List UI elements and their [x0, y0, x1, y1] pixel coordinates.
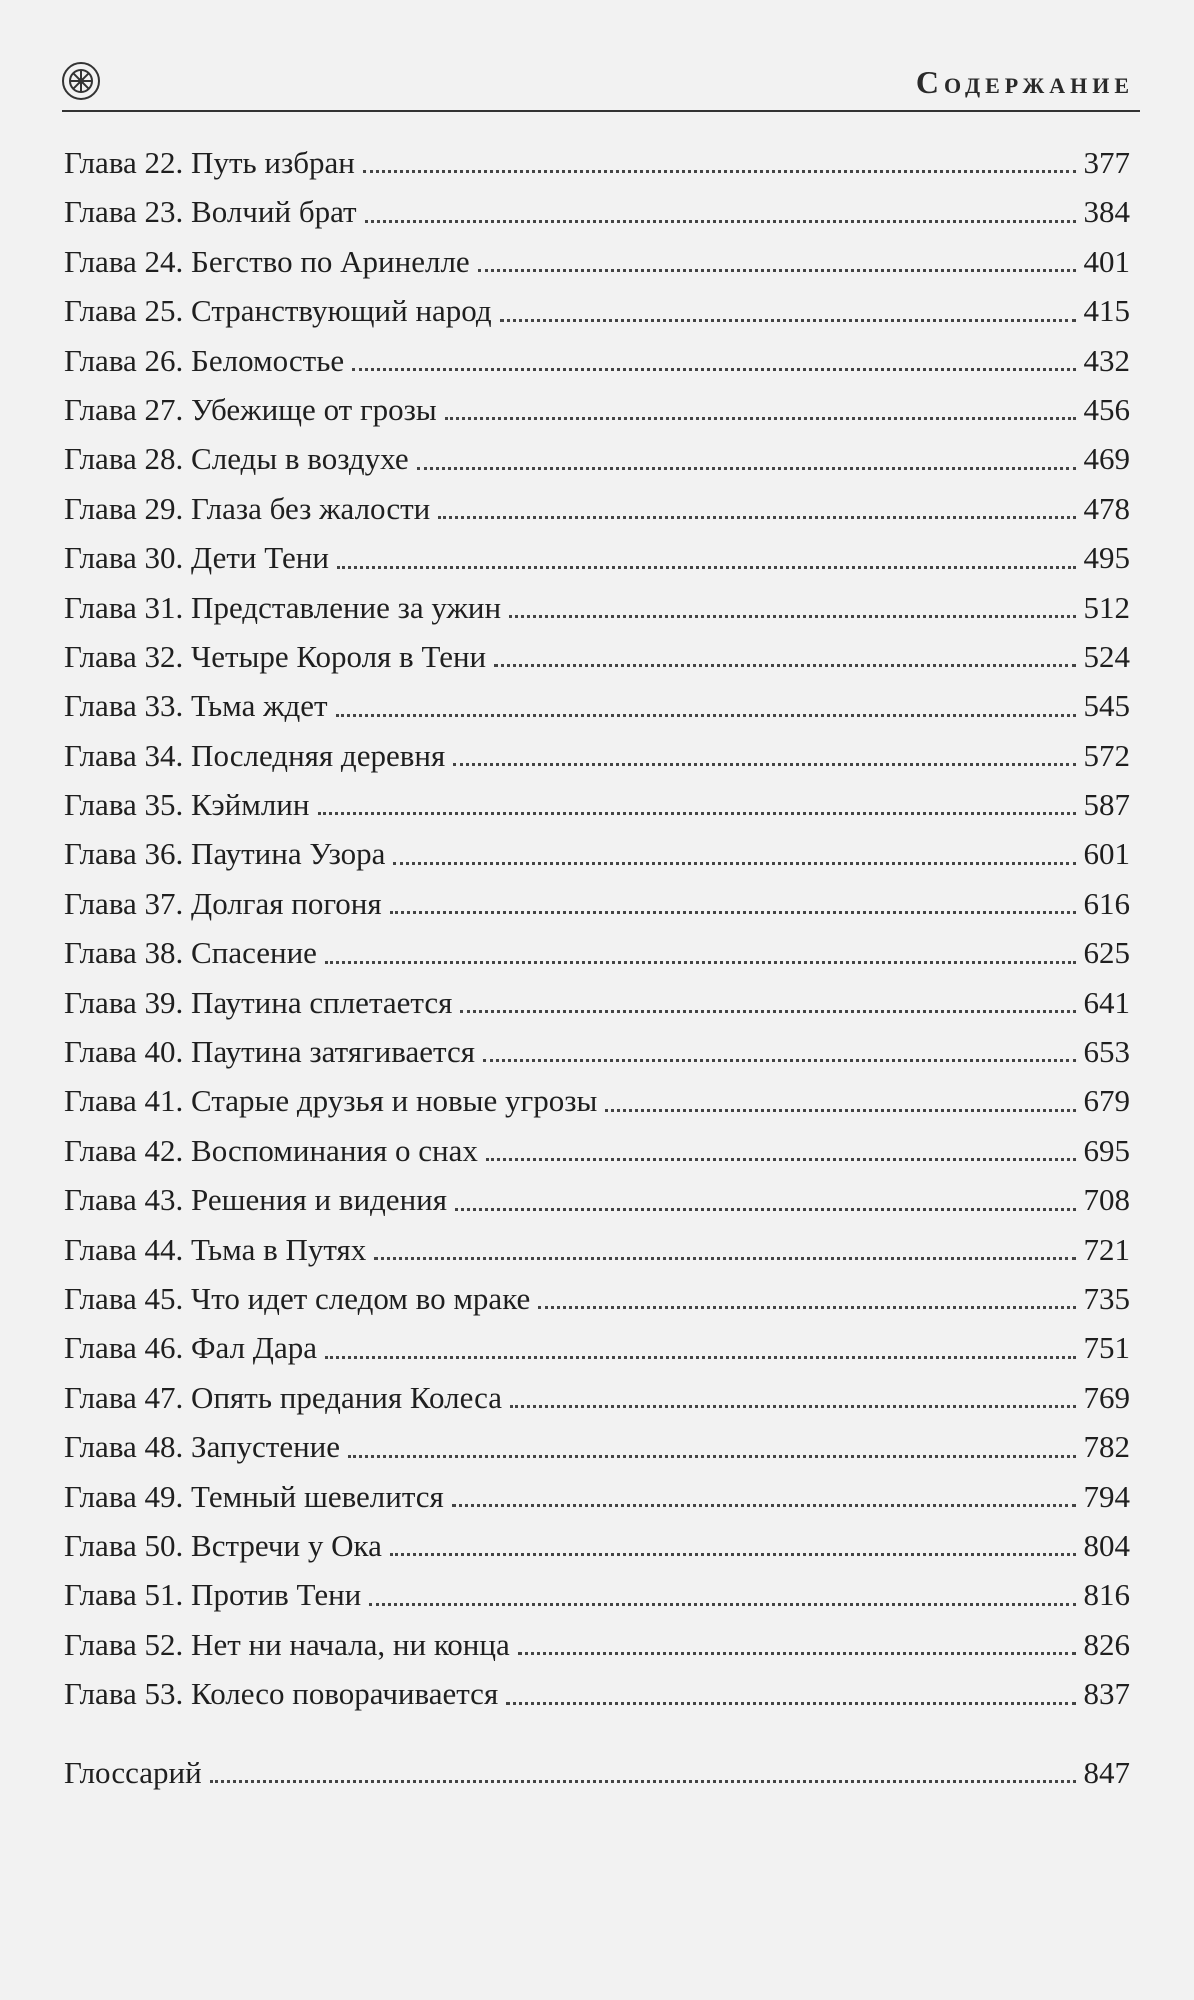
leader-dots: [494, 664, 1075, 667]
toc-entry-page: 512: [1083, 589, 1130, 625]
toc-entry-title: Глава 49. Темный шевелится: [64, 1478, 444, 1514]
toc-entry[interactable]: [64, 731, 1130, 780]
toc-entry-page: 616: [1083, 885, 1130, 921]
leader-dots: [417, 467, 1076, 470]
toc-entry[interactable]: [64, 829, 1130, 878]
toc-entry-title: Глава 31. Представление за ужин: [64, 589, 502, 625]
toc-entry-title: Глава 34. Последняя деревня: [64, 737, 446, 773]
toc-entry-title: Глава 22. Путь избран: [64, 145, 355, 180]
toc-entry[interactable]: [64, 484, 1130, 533]
toc-entry-page: 695: [1083, 1132, 1130, 1168]
toc-entry-page: 587: [1083, 787, 1130, 823]
toc-entry-title: Глава 37. Долгая погоня: [64, 885, 382, 921]
toc-entry-title: Глава 26. Беломостье: [64, 342, 345, 378]
toc-entry-title: Глава 44. Тьма в Путях: [64, 1231, 367, 1267]
toc-entry-page: 625: [1083, 935, 1130, 971]
toc-entry[interactable]: [64, 1521, 1130, 1570]
glossary-section: [64, 1748, 1130, 1797]
leader-dots: [509, 615, 1075, 618]
toc-entry-page: 401: [1083, 243, 1130, 279]
toc-entry-page: 572: [1083, 737, 1130, 773]
toc-entry-title: Глава 30. Дети Тени: [64, 540, 329, 576]
toc-entry-title: Глава 28. Следы в воздухе: [64, 441, 409, 477]
toc-entry-title: Глава 51. Против Тени: [64, 1577, 362, 1613]
toc-entry[interactable]: [64, 187, 1130, 236]
toc-entry-page: 826: [1083, 1626, 1130, 1662]
toc-entry-title: Глава 38. Спасение: [64, 935, 317, 971]
toc-entry[interactable]: [64, 1076, 1130, 1125]
toc-entry[interactable]: [64, 1620, 1130, 1669]
toc-entry-title: Глава 36. Паутина Узора: [64, 836, 386, 872]
toc-entry[interactable]: [64, 336, 1130, 385]
toc-entry[interactable]: [64, 1175, 1130, 1224]
leader-dots: [506, 1702, 1075, 1705]
toc-entry-title: Глава 32. Четыре Короля в Тени: [64, 638, 487, 674]
toc-entry[interactable]: [64, 1422, 1130, 1471]
leader-dots: [336, 714, 1076, 717]
toc-entry[interactable]: [64, 385, 1130, 434]
leader-dots: [605, 1109, 1075, 1112]
toc-entry[interactable]: [64, 138, 1130, 187]
toc-entry-page: 653: [1083, 1034, 1130, 1070]
leader-dots: [538, 1306, 1075, 1309]
leader-dots: [455, 1208, 1075, 1211]
toc-entry-page: 415: [1083, 293, 1130, 329]
toc-entry-title: Глава 47. Опять предания Колеса: [64, 1379, 503, 1415]
toc-entry-title: Глава 42. Воспоминания о снах: [64, 1132, 478, 1168]
leader-dots: [210, 1780, 1076, 1783]
toc-entry-glossary[interactable]: [64, 1748, 1130, 1797]
leader-dots: [318, 812, 1076, 815]
toc-entry[interactable]: [64, 533, 1130, 582]
leader-dots: [325, 1356, 1076, 1359]
table-of-contents: [64, 138, 1130, 1719]
running-head: Содержание: [915, 64, 1134, 100]
toc-entry-page: 735: [1083, 1280, 1130, 1316]
leader-dots: [348, 1455, 1075, 1458]
leader-dots: [510, 1405, 1075, 1408]
leader-dots: [337, 566, 1076, 569]
leader-dots: [393, 862, 1075, 865]
toc-entry[interactable]: [64, 286, 1130, 335]
toc-entry-page: 816: [1083, 1577, 1130, 1613]
leader-dots: [518, 1652, 1076, 1655]
toc-entry[interactable]: [64, 632, 1130, 681]
toc-entry-page: 804: [1083, 1527, 1130, 1563]
toc-entry-title: Глава 25. Странствующий народ: [64, 293, 492, 329]
toc-entry-page: 782: [1083, 1429, 1130, 1465]
toc-entry[interactable]: [64, 978, 1130, 1027]
toc-entry[interactable]: [64, 434, 1130, 483]
leader-dots: [500, 319, 1076, 322]
toc-entry-page: 601: [1083, 836, 1130, 872]
toc-entry[interactable]: [64, 1225, 1130, 1274]
toc-entry[interactable]: [64, 780, 1130, 829]
toc-entry[interactable]: [64, 1323, 1130, 1372]
toc-entry-title: Глава 41. Старые друзья и новые угрозы: [64, 1083, 598, 1119]
glossary-page: 847: [1083, 1755, 1130, 1790]
toc-entry-page: 456: [1083, 391, 1130, 427]
toc-entry[interactable]: [64, 1472, 1130, 1521]
toc-entry[interactable]: [64, 879, 1130, 928]
leader-dots: [352, 368, 1075, 371]
toc-entry-page: 545: [1083, 688, 1130, 724]
toc-entry-page: 769: [1083, 1379, 1130, 1415]
toc-entry-title: Глава 45. Что идет следом во мраке: [64, 1280, 531, 1316]
toc-entry[interactable]: [64, 1570, 1130, 1619]
toc-entry-title: Глава 53. Колесо поворачивается: [64, 1676, 499, 1712]
leader-dots: [369, 1603, 1075, 1606]
leader-dots: [445, 417, 1076, 420]
header-rule: [62, 110, 1140, 112]
leader-dots: [325, 961, 1076, 964]
toc-entry[interactable]: [64, 583, 1130, 632]
glossary-title: Глоссарий: [64, 1755, 202, 1790]
toc-entry[interactable]: [64, 928, 1130, 977]
toc-entry-title: Глава 35. Кэймлин: [64, 787, 310, 823]
toc-entry-title: Глава 40. Паутина затягивается: [64, 1034, 475, 1070]
toc-entry-title: Глава 23. Волчий брат: [64, 194, 357, 230]
toc-entry-page: 478: [1083, 490, 1130, 526]
toc-entry-title: Глава 43. Решения и видения: [64, 1182, 448, 1218]
toc-entry-page: 495: [1083, 540, 1130, 576]
leader-dots: [374, 1257, 1075, 1260]
toc-entry[interactable]: [64, 1126, 1130, 1175]
toc-entry-title: Глава 46. Фал Дара: [64, 1330, 317, 1366]
wheel-emblem-icon: [62, 62, 100, 100]
toc-entry[interactable]: [64, 1669, 1130, 1718]
toc-entry-page: 469: [1083, 441, 1130, 477]
toc-entry[interactable]: [64, 1274, 1130, 1323]
toc-entry-page: 641: [1083, 984, 1130, 1020]
leader-dots: [478, 269, 1076, 272]
leader-dots: [390, 911, 1076, 914]
leader-dots: [390, 1553, 1076, 1556]
leader-dots: [365, 220, 1076, 223]
toc-entry-title: Глава 24. Бегство по Аринелле: [64, 243, 470, 279]
toc-entry[interactable]: [64, 1373, 1130, 1422]
leader-dots: [483, 1059, 1076, 1062]
toc-entry[interactable]: [64, 681, 1130, 730]
leader-dots: [486, 1158, 1076, 1161]
toc-entry-title: Глава 50. Встречи у Ока: [64, 1527, 382, 1563]
toc-entry-page: 837: [1083, 1676, 1130, 1712]
page-header: [62, 56, 1140, 112]
toc-entry-page: 524: [1083, 638, 1130, 674]
toc-entry-title: Глава 29. Глаза без жалости: [64, 490, 431, 526]
toc-entry-title: Глава 27. Убежище от грозы: [64, 391, 437, 427]
toc-entry-page: 384: [1083, 194, 1130, 230]
toc-entry-page: 679: [1083, 1083, 1130, 1119]
leader-dots: [453, 763, 1075, 766]
toc-entry-page: 432: [1083, 342, 1130, 378]
toc-entry-page: 794: [1083, 1478, 1130, 1514]
toc-entry-title: Глава 52. Нет ни начала, ни конца: [64, 1626, 510, 1662]
leader-dots: [460, 1010, 1075, 1013]
toc-entry-page: 751: [1083, 1330, 1130, 1366]
toc-entry-title: Глава 39. Паутина сплетается: [64, 984, 453, 1020]
leader-dots: [438, 516, 1075, 519]
toc-entry[interactable]: [64, 237, 1130, 286]
toc-entry-title: Глава 33. Тьма ждет: [64, 688, 328, 724]
leader-dots: [363, 170, 1076, 173]
toc-entry-title: Глава 48. Запустение: [64, 1429, 341, 1465]
leader-dots: [452, 1504, 1076, 1507]
toc-entry-page: 377: [1083, 145, 1130, 180]
toc-entry-page: 721: [1083, 1231, 1130, 1267]
toc-entry-page: 708: [1083, 1182, 1130, 1218]
toc-entry[interactable]: [64, 1027, 1130, 1076]
